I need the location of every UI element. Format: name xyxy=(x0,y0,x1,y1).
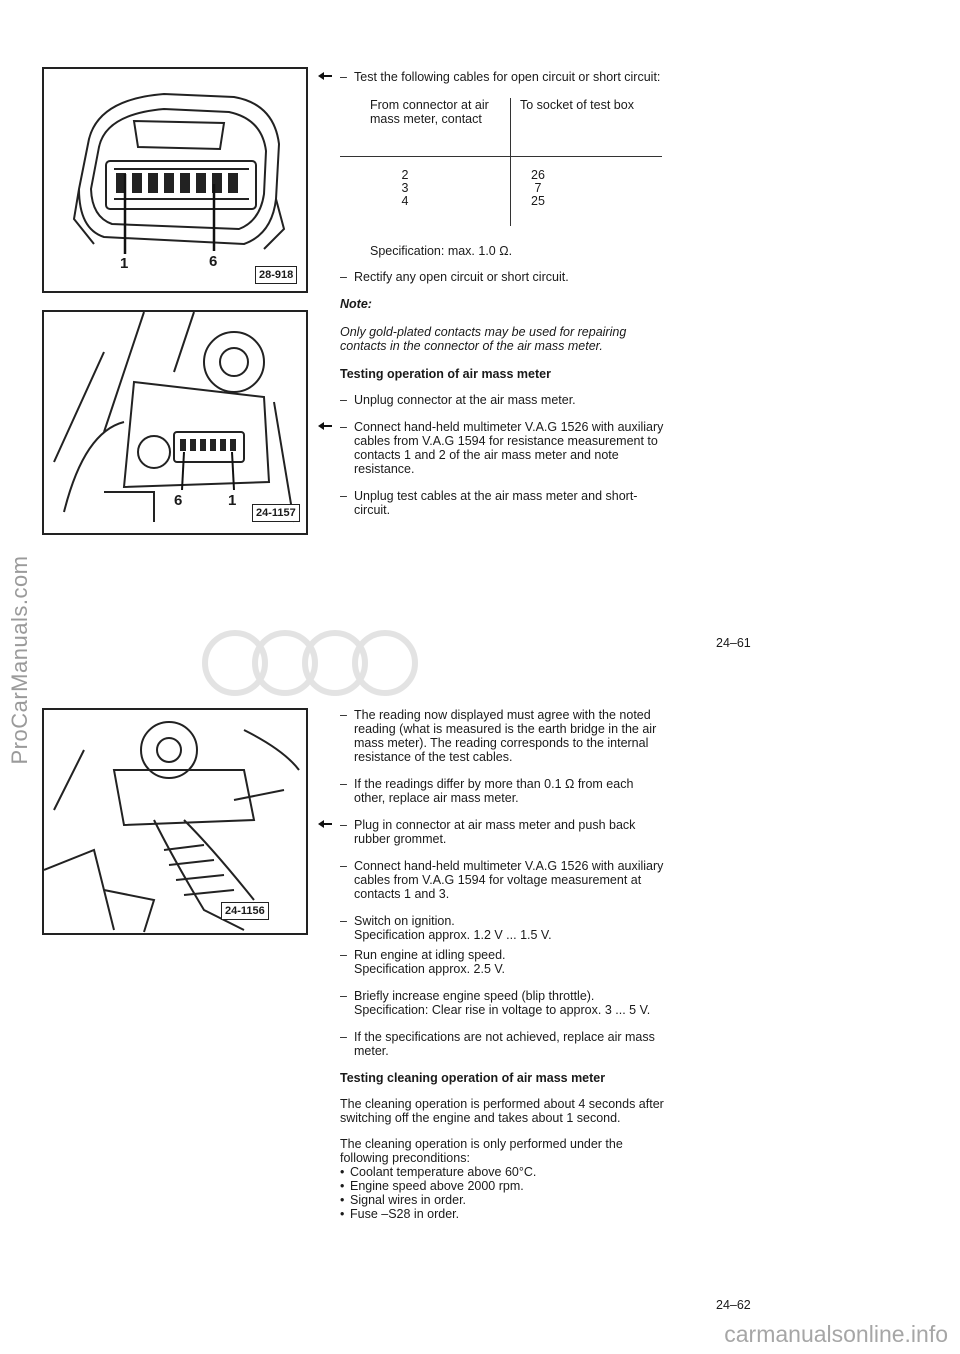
footer-watermark: carmanualsonline.info xyxy=(724,1321,948,1347)
figure-connector xyxy=(42,67,308,293)
pin-1-label: 1 xyxy=(120,255,129,272)
pin-6-label: 6 xyxy=(209,253,218,270)
figure-tag: 28-918 xyxy=(255,266,297,284)
figure-tag: 24-1156 xyxy=(221,902,269,920)
section-heading: Testing operation of air mass meter xyxy=(340,367,551,381)
step-connect-multimeter: – Connect hand-held multimeter V.A.G 1526 with auxiliary cables from V.A.G 1594 for resistance measurement to contacts 1 and 2 of the air mass meter and note resistance. xyxy=(340,420,665,476)
list-item: • Fuse –S28 in order. xyxy=(340,1207,665,1221)
step-replace: – If the specifications are not achieved, replace air mass meter. xyxy=(340,1030,655,1058)
step-voltage-measurement: – Connect hand-held multimeter V.A.G 1526 with auxiliary cables from V.A.G 1594 for voltage measurement at contacts 1 and 3. xyxy=(340,859,664,901)
figure-air-mass-meter xyxy=(42,310,308,535)
step-rectify: – Rectify any open circuit or short circuit. xyxy=(340,270,569,284)
table-cell: 26 xyxy=(531,168,545,182)
step-unplug-test-cables: – Unplug test cables at the air mass meter and short-circuit. xyxy=(340,489,638,517)
table-cell: 4 xyxy=(401,194,409,208)
table-header-to: To socket of test box xyxy=(520,98,634,112)
table-cell: 7 xyxy=(534,181,542,195)
table-col-from xyxy=(395,168,415,207)
step-plug-in: – Plug in connector at air mass meter and push back rubber grommet. xyxy=(340,818,665,846)
side-watermark xyxy=(2,555,38,765)
table-header-from: From connector at air mass meter, contact xyxy=(370,98,489,126)
figure-engine-bay xyxy=(42,708,308,935)
figure-tag: 24-1157 xyxy=(252,504,300,522)
faint-logo-watermark xyxy=(150,628,490,698)
step-throttle: – Briefly increase engine speed (blip throttle). Specification: Clear rise in voltage to approx. 3 ... 5 V. xyxy=(340,989,651,1017)
engine-bay-illustration xyxy=(44,710,306,933)
cleaning-text: The cleaning operation is performed about 4 seconds after switching off the engine and takes about 1 second. xyxy=(340,1097,664,1125)
table-col-to xyxy=(525,168,551,207)
figure-arrow-icon xyxy=(318,73,332,80)
table-cell: 3 xyxy=(401,181,409,195)
step-differ: – If the readings differ by more than 0.1 Ω from each other, replace air mass meter. xyxy=(340,777,634,805)
note-text: Only gold-plated contacts may be used for repairing contacts in the connector of the air mass meter. xyxy=(340,325,627,353)
note-title: Note: xyxy=(340,297,372,311)
list-item: • Signal wires in order. xyxy=(340,1193,665,1207)
side-watermark-text: ProCarManuals.com xyxy=(7,555,32,765)
preconditions-list xyxy=(340,1165,665,1221)
page-24-62-column xyxy=(340,708,665,1221)
cable-test-table xyxy=(340,98,660,230)
page-number: 24–61 xyxy=(716,636,751,650)
pin-6-label: 6 xyxy=(174,492,183,509)
step-test-cables: – Test the following cables for open circuit or short circuit: xyxy=(340,70,665,84)
page-number: 24–62 xyxy=(716,1298,751,1312)
list-item: • Engine speed above 2000 rpm. xyxy=(340,1179,665,1193)
connector-illustration xyxy=(44,69,306,291)
step-idle: – Run engine at idling speed. Specification approx. 2.5 V. xyxy=(340,948,506,976)
specification-resistance: Specification: max. 1.0 Ω. xyxy=(370,244,513,258)
step-reading: – The reading now displayed must agree with the noted reading (what is measured is the earth bridge in the air mass meter). The reading corresponds to the internal resistance of the test cables. xyxy=(340,708,657,764)
list-item: • Coolant temperature above 60°C. xyxy=(340,1165,665,1179)
step-unplug: – Unplug connector at the air mass meter. xyxy=(340,393,576,407)
step-ignition: – Switch on ignition. Specification approx. 1.2 V ... 1.5 V. xyxy=(340,914,552,942)
page-24-61-column xyxy=(340,70,665,530)
table-cell: 2 xyxy=(401,168,409,182)
figure-arrow-icon xyxy=(318,821,332,828)
table-cell: 25 xyxy=(531,194,545,208)
figure-arrow-icon xyxy=(318,423,332,430)
section-heading-cleaning: Testing cleaning operation of air mass meter xyxy=(340,1071,606,1085)
preconditions-title: The cleaning operation is only performed under the following preconditions: xyxy=(340,1137,623,1165)
pin-1-label: 1 xyxy=(228,492,237,509)
